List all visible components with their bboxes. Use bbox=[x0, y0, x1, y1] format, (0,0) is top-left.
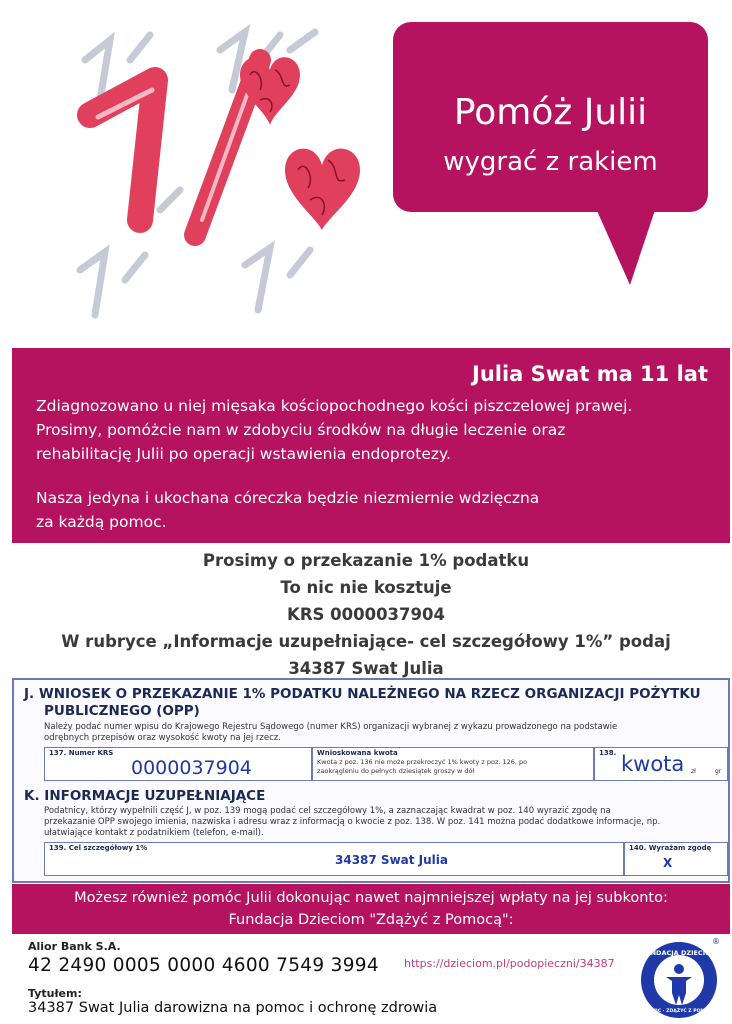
big-one-digit bbox=[90, 80, 155, 220]
section-k-note: przekazanie OPP swojego imienia, nazwiska i adresu wraz z informacją o kwocie z poz. 138. W poz. 141 można podać dodatkowe informacje, np. bbox=[44, 817, 661, 827]
donation-line: Możesz również pomóc Julii dokonując nawet najmniejszej wpłaty na jej subkonto: bbox=[74, 890, 668, 906]
bubble-headline: Pomóż Julii bbox=[453, 92, 648, 133]
one-percent-artwork bbox=[60, 20, 380, 340]
logo-top-text: FUNDACJA DZIECIOM bbox=[640, 949, 718, 957]
request-line: To nic nie kosztuje bbox=[280, 578, 452, 597]
logo-bottom-text: POMOC · ZDĄŻYĆ Z POMOCĄ bbox=[642, 1009, 716, 1014]
bank-account-number: 42 2490 0005 0000 4600 7549 3994 bbox=[28, 955, 379, 976]
amount-note: Kwota z poz. 136 nie może przekroczyć 1% kwoty z poz. 126, po bbox=[317, 758, 528, 766]
consent-checkbox-mark: X bbox=[663, 856, 673, 870]
goal-field-value: 34387 Swat Julia bbox=[335, 853, 448, 867]
bubble-subheadline: wygrać z rakiem bbox=[443, 147, 658, 177]
bubble-tail bbox=[590, 195, 670, 285]
amount-field-value: kwota bbox=[621, 752, 685, 776]
currency-zl: zł bbox=[691, 768, 696, 775]
section-k-title: K. INFORMACJE UZUPEŁNIAJĄCE bbox=[24, 788, 266, 804]
transfer-title-label: Tytułem: bbox=[28, 987, 82, 1000]
consent-field-label: 140. Wyrażam zgodę bbox=[629, 844, 712, 852]
heart-bottom-icon bbox=[285, 149, 360, 230]
tax-form-excerpt bbox=[12, 678, 730, 883]
section-k-note: Podatnicy, którzy wypełnili część J, w poz. 139 mogą podać cel szczegółowy 1%, a zaznaczając kwadrat w poz. 140 wyrazić zgodę na bbox=[44, 806, 611, 816]
logo-registered-mark: ® bbox=[712, 937, 720, 946]
one-percent-graphic bbox=[60, 20, 380, 340]
request-line: Prosimy o przekazanie 1% podatku bbox=[202, 551, 530, 570]
amount-field bbox=[594, 747, 728, 781]
request-line: W rubryce „Informacje uzupełniające- cel szczegółowy 1%” podaj bbox=[61, 632, 671, 651]
goal-field bbox=[44, 842, 624, 876]
section-j-title-cont: PUBLICZNEGO (OPP) bbox=[44, 703, 200, 719]
goal-line: 34387 Swat Julia bbox=[288, 659, 444, 678]
krs-line: KRS 0000037904 bbox=[287, 605, 445, 624]
goal-field-label: 139. Cel szczegółowy 1% bbox=[49, 844, 148, 852]
section-j-note: odrębnych przepisów oraz wysokość kwoty na jej rzecz. bbox=[44, 733, 281, 743]
krs-field-value: 0000037904 bbox=[131, 757, 252, 779]
transfer-title-value: 34387 Swat Julia darowizna na pomoc i ochronę zdrowia bbox=[28, 1000, 438, 1016]
story-band bbox=[12, 348, 730, 543]
headline-speech-bubble bbox=[393, 22, 708, 212]
donation-strip bbox=[12, 884, 730, 934]
amount-label: Wnioskowana kwota bbox=[317, 749, 398, 757]
bank-name: Alior Bank S.A. bbox=[28, 940, 121, 953]
krs-field bbox=[44, 747, 312, 781]
story-title: Julia Swat ma 11 lat bbox=[472, 362, 708, 386]
tax-request-block bbox=[0, 547, 732, 682]
foundation-logo bbox=[636, 935, 722, 1021]
story-line: Zdiagnozowano u niej mięsaka kościopochodnego kości piszczelowej prawej. bbox=[36, 397, 633, 415]
consent-field bbox=[624, 842, 728, 876]
krs-field-label: 137. Numer KRS bbox=[49, 749, 114, 757]
amount-field-label: 138. bbox=[599, 749, 617, 757]
foundation-url[interactable]: https://dzieciom.pl/podopieczni/34387 bbox=[404, 957, 615, 970]
currency-gr: gr bbox=[715, 768, 722, 775]
amount-note-cell bbox=[312, 747, 594, 781]
section-j-note: Należy podać numer wpisu do Krajowego Rejestru Sądowego (numer KRS) organizacji wybranej z wykazu prowadzonego na podstawie bbox=[44, 722, 618, 732]
section-j-title: J. WNIOSEK O PRZEKAZANIE 1% PODATKU NALEŻNEGO NA RZECZ ORGANIZACJI POŻYTKU bbox=[24, 686, 701, 702]
story-line: za każdą pomoc. bbox=[36, 513, 167, 531]
section-k-note: ułatwiające kontakt z podatnikiem (telefon, e-mail). bbox=[44, 828, 264, 838]
foundation-line: Fundacja Dzieciom "Zdążyć z Pomocą": bbox=[228, 912, 514, 928]
story-line: Prosimy, pomóżcie nam w zdobyciu środków na długie leczenie oraz bbox=[36, 421, 566, 439]
story-line: rehabilitację Julii po operacji wstawienia endoprotezy. bbox=[36, 445, 451, 463]
story-line: Nasza jedyna i ukochana córeczka będzie niezmiernie wdzięczna bbox=[36, 489, 540, 507]
amount-note: zaokrągleniu do pełnych dziesiątek groszy w dół bbox=[317, 767, 475, 775]
